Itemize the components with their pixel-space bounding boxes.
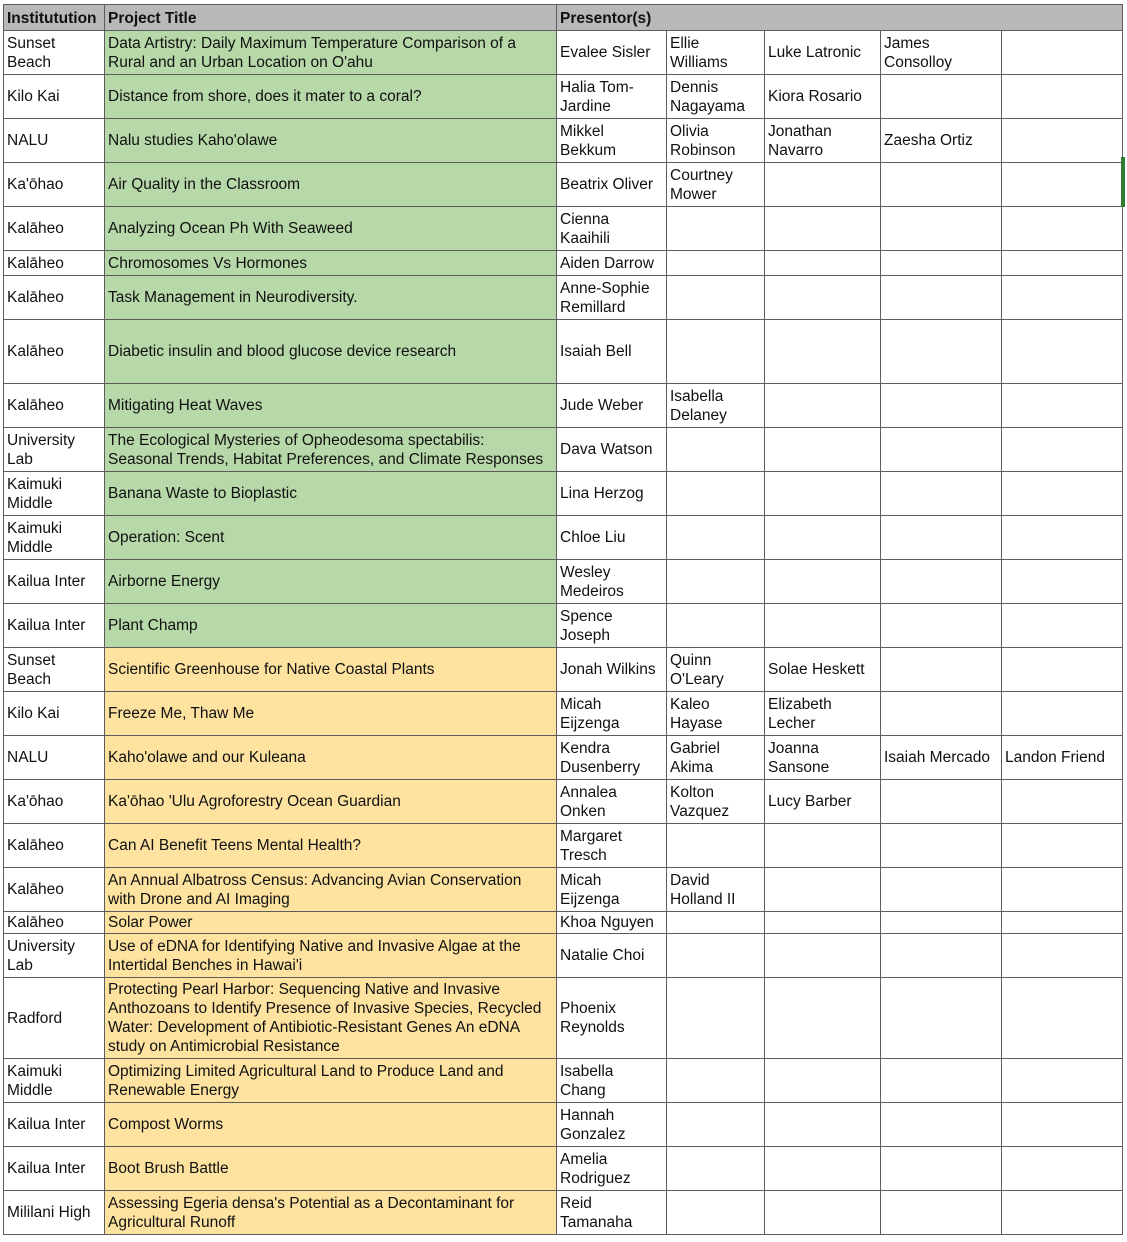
project-title-cell[interactable]: Distance from shore, does it mater to a coral?: [105, 75, 557, 119]
presenter-cell[interactable]: [881, 516, 1002, 560]
header-row: [4, 5, 1123, 31]
presenter-cell[interactable]: [765, 516, 881, 560]
presenter-cell[interactable]: Solae Heskett: [765, 648, 881, 692]
presenter-cell[interactable]: [1002, 75, 1123, 119]
presenter-cell[interactable]: [881, 604, 1002, 648]
spreadsheet-table: [3, 4, 1123, 1235]
presenter-cell[interactable]: [765, 472, 881, 516]
project-title-cell[interactable]: Can AI Benefit Teens Mental Health?: [105, 824, 557, 868]
table-row: [4, 912, 1123, 934]
table-row: [4, 780, 1123, 824]
project-title-cell[interactable]: Protecting Pearl Harbor: Sequencing Native and Invasive Anthozoans to Identify Presence of Invasive Species, Recycled Water: Development of Antibiotic-Resistant Genes An eDNA study on Antimicrobial Resistance: [105, 978, 557, 1059]
project-title-cell[interactable]: Kaho'olawe and our Kuleana: [105, 736, 557, 780]
presenter-cell[interactable]: Elizabeth Lecher: [765, 692, 881, 736]
presenter-cell[interactable]: Kolton Vazquez: [667, 780, 765, 824]
institution-cell[interactable]: Kilo Kai: [4, 692, 105, 736]
presenter-cell[interactable]: [667, 824, 765, 868]
institution-cell[interactable]: NALU: [4, 119, 105, 163]
presenter-cell[interactable]: [1002, 276, 1123, 320]
presenter-cell[interactable]: Luke Latronic: [765, 31, 881, 75]
table-row: [4, 428, 1123, 472]
project-title-cell[interactable]: Solar Power: [105, 912, 557, 934]
presenter-cell[interactable]: Isabella Chang: [557, 1059, 667, 1103]
presenter-cell[interactable]: Evalee Sisler: [557, 31, 667, 75]
table-row: [4, 934, 1123, 978]
institution-cell[interactable]: Kalāheo: [4, 251, 105, 276]
presenter-cell[interactable]: [1002, 320, 1123, 384]
presenter-cell[interactable]: Jonathan Navarro: [765, 119, 881, 163]
presenter-cell[interactable]: [1002, 119, 1123, 163]
institution-cell[interactable]: Kalāheo: [4, 320, 105, 384]
table-row: [4, 276, 1123, 320]
presenter-cell[interactable]: [1002, 868, 1123, 912]
presenter-cell[interactable]: [881, 692, 1002, 736]
presenter-cell[interactable]: [1002, 692, 1123, 736]
presenter-cell[interactable]: [667, 912, 765, 934]
institution-cell[interactable]: Kalāheo: [4, 912, 105, 934]
presenter-cell[interactable]: [881, 824, 1002, 868]
presenter-cell[interactable]: Cienna Kaaihili: [557, 207, 667, 251]
project-title-cell[interactable]: Ka'ōhao 'Ulu Agroforestry Ocean Guardian: [105, 780, 557, 824]
presenter-cell[interactable]: Jonah Wilkins: [557, 648, 667, 692]
presenter-cell[interactable]: [667, 1191, 765, 1235]
presenter-cell[interactable]: [765, 251, 881, 276]
presenter-cell[interactable]: [881, 1059, 1002, 1103]
presenter-cell[interactable]: [765, 163, 881, 207]
presenter-cell[interactable]: [667, 516, 765, 560]
presenter-cell[interactable]: Amelia Rodriguez: [557, 1147, 667, 1191]
table-row: [4, 31, 1123, 75]
institution-cell[interactable]: Ka'ōhao: [4, 163, 105, 207]
presenter-cell[interactable]: Hannah Gonzalez: [557, 1103, 667, 1147]
presenter-cell[interactable]: [1002, 604, 1123, 648]
presenter-cell[interactable]: [765, 428, 881, 472]
presenter-cell[interactable]: [1002, 648, 1123, 692]
project-title-cell[interactable]: Scientific Greenhouse for Native Coastal Plants: [105, 648, 557, 692]
presenter-cell[interactable]: [881, 868, 1002, 912]
presenter-cell[interactable]: [881, 207, 1002, 251]
institution-cell[interactable]: Sunset Beach: [4, 648, 105, 692]
presenter-cell[interactable]: James Consolloy: [881, 31, 1002, 75]
project-title-cell[interactable]: An Annual Albatross Census: Advancing Avian Conservation with Drone and AI Imaging: [105, 868, 557, 912]
presenter-cell[interactable]: [667, 320, 765, 384]
presenter-cell[interactable]: Khoa Nguyen: [557, 912, 667, 934]
institution-cell[interactable]: University Lab: [4, 934, 105, 978]
presenter-cell[interactable]: [667, 251, 765, 276]
table-row: [4, 1147, 1123, 1191]
presenter-cell[interactable]: [881, 648, 1002, 692]
project-title-cell[interactable]: Freeze Me, Thaw Me: [105, 692, 557, 736]
presenter-cell[interactable]: Lina Herzog: [557, 472, 667, 516]
table-row: [4, 1191, 1123, 1235]
presenter-cell[interactable]: [1002, 780, 1123, 824]
table-row: [4, 1059, 1123, 1103]
presenter-cell[interactable]: [765, 276, 881, 320]
presenter-cell[interactable]: Isaiah Bell: [557, 320, 667, 384]
project-title-cell[interactable]: Boot Brush Battle: [105, 1147, 557, 1191]
project-title-cell[interactable]: Air Quality in the Classroom: [105, 163, 557, 207]
presenter-cell[interactable]: Gabriel Akima: [667, 736, 765, 780]
presenter-cell[interactable]: [765, 560, 881, 604]
institution-cell[interactable]: Kalāheo: [4, 276, 105, 320]
institution-cell[interactable]: Kalāheo: [4, 868, 105, 912]
header-institution[interactable]: Institutution: [4, 5, 105, 31]
institution-cell[interactable]: Kilo Kai: [4, 75, 105, 119]
table-row: [4, 1103, 1123, 1147]
presenter-cell[interactable]: Annalea Onken: [557, 780, 667, 824]
institution-cell[interactable]: Ka'ōhao: [4, 780, 105, 824]
project-title-cell[interactable]: Nalu studies Kaho'olawe: [105, 119, 557, 163]
institution-cell[interactable]: Radford: [4, 978, 105, 1059]
header-presenters[interactable]: Presentor(s): [557, 5, 1123, 31]
presenter-cell[interactable]: Landon Friend: [1002, 736, 1123, 780]
presenter-cell[interactable]: Anne-Sophie Remillard: [557, 276, 667, 320]
table-row: [4, 320, 1123, 384]
presenter-cell[interactable]: [881, 560, 1002, 604]
presenter-cell[interactable]: [667, 1103, 765, 1147]
institution-cell[interactable]: Kailua Inter: [4, 604, 105, 648]
presenter-cell[interactable]: [1002, 384, 1123, 428]
project-title-cell[interactable]: Use of eDNA for Identifying Native and Invasive Algae at the Intertidal Benches in Hawai'i: [105, 934, 557, 978]
presenter-cell[interactable]: [765, 604, 881, 648]
table-row: [4, 560, 1123, 604]
institution-cell[interactable]: Sunset Beach: [4, 31, 105, 75]
presenter-cell[interactable]: Kaleo Hayase: [667, 692, 765, 736]
presenter-cell[interactable]: Micah Eijzenga: [557, 868, 667, 912]
table-row: [4, 119, 1123, 163]
project-title-cell[interactable]: Plant Champ: [105, 604, 557, 648]
presenter-cell[interactable]: [1002, 31, 1123, 75]
presenter-cell[interactable]: [1002, 516, 1123, 560]
presenter-cell[interactable]: Ellie Williams: [667, 31, 765, 75]
project-title-cell[interactable]: Compost Worms: [105, 1103, 557, 1147]
presenter-cell[interactable]: [1002, 472, 1123, 516]
presenter-cell[interactable]: [881, 428, 1002, 472]
presenter-cell[interactable]: Halia Tom-Jardine: [557, 75, 667, 119]
presenter-cell[interactable]: [667, 978, 765, 1059]
presenter-cell[interactable]: [667, 276, 765, 320]
presenter-cell[interactable]: Mikkel Bekkum: [557, 119, 667, 163]
table-row: [4, 604, 1123, 648]
presenter-cell[interactable]: Beatrix Oliver: [557, 163, 667, 207]
presenter-cell[interactable]: [881, 320, 1002, 384]
project-title-cell[interactable]: Task Management in Neurodiversity.: [105, 276, 557, 320]
presenter-cell[interactable]: [765, 868, 881, 912]
presenter-cell[interactable]: Isaiah Mercado: [881, 736, 1002, 780]
table-row: [4, 978, 1123, 1059]
institution-cell[interactable]: Kailua Inter: [4, 1103, 105, 1147]
presenter-cell[interactable]: [667, 207, 765, 251]
table-row: [4, 472, 1123, 516]
presenter-cell[interactable]: Zaesha Ortiz: [881, 119, 1002, 163]
presenter-cell[interactable]: [1002, 560, 1123, 604]
table-row: [4, 824, 1123, 868]
presenter-cell[interactable]: [667, 934, 765, 978]
presenter-cell[interactable]: [765, 824, 881, 868]
institution-cell[interactable]: University Lab: [4, 428, 105, 472]
presenter-cell[interactable]: Kiora Rosario: [765, 75, 881, 119]
table-row: [4, 692, 1123, 736]
header-project-title[interactable]: Project Title: [105, 5, 557, 31]
table-row: [4, 75, 1123, 119]
presenter-cell[interactable]: [1002, 1147, 1123, 1191]
presenter-cell[interactable]: [765, 978, 881, 1059]
presenter-cell[interactable]: [765, 934, 881, 978]
presenter-cell[interactable]: [881, 163, 1002, 207]
presenter-cell[interactable]: Spence Joseph: [557, 604, 667, 648]
presenter-cell[interactable]: [881, 912, 1002, 934]
presenter-cell[interactable]: [1002, 824, 1123, 868]
presenter-cell[interactable]: [667, 604, 765, 648]
presenter-cell[interactable]: Aiden Darrow: [557, 251, 667, 276]
presenter-cell[interactable]: Dennis Nagayama: [667, 75, 765, 119]
project-title-cell[interactable]: Assessing Egeria densa's Potential as a Decontaminant for Agricultural Runoff: [105, 1191, 557, 1235]
table-row: [4, 516, 1123, 560]
institution-cell[interactable]: Kailua Inter: [4, 560, 105, 604]
presenter-cell[interactable]: [881, 1147, 1002, 1191]
project-title-cell[interactable]: Banana Waste to Bioplastic: [105, 472, 557, 516]
presenter-cell[interactable]: [765, 1059, 881, 1103]
presenter-cell[interactable]: [667, 472, 765, 516]
presenter-cell[interactable]: [881, 1103, 1002, 1147]
institution-cell[interactable]: NALU: [4, 736, 105, 780]
presenter-cell[interactable]: [1002, 428, 1123, 472]
project-title-cell[interactable]: Analyzing Ocean Ph With Seaweed: [105, 207, 557, 251]
presenter-cell[interactable]: Olivia Robinson: [667, 119, 765, 163]
presenter-cell[interactable]: [667, 428, 765, 472]
presenter-cell[interactable]: [1002, 934, 1123, 978]
institution-cell[interactable]: Kailua Inter: [4, 1147, 105, 1191]
presenter-cell[interactable]: [1002, 207, 1123, 251]
presenter-cell[interactable]: Margaret Tresch: [557, 824, 667, 868]
presenter-cell[interactable]: [881, 780, 1002, 824]
presenter-cell[interactable]: [881, 276, 1002, 320]
presenter-cell[interactable]: Courtney Mower: [667, 163, 765, 207]
presenter-cell[interactable]: Joanna Sansone: [765, 736, 881, 780]
project-title-cell[interactable]: Chromosomes Vs Hormones: [105, 251, 557, 276]
presenter-cell[interactable]: Jude Weber: [557, 384, 667, 428]
institution-cell[interactable]: Kalāheo: [4, 824, 105, 868]
table-row: [4, 736, 1123, 780]
presenter-cell[interactable]: [881, 978, 1002, 1059]
presenter-cell[interactable]: [1002, 978, 1123, 1059]
presenter-cell[interactable]: Micah Eijzenga: [557, 692, 667, 736]
presenter-cell[interactable]: Dava Watson: [557, 428, 667, 472]
project-title-cell[interactable]: Airborne Energy: [105, 560, 557, 604]
presenter-cell[interactable]: David Holland II: [667, 868, 765, 912]
presenter-cell[interactable]: [881, 251, 1002, 276]
table-row: [4, 251, 1123, 276]
institution-cell[interactable]: Mililani High: [4, 1191, 105, 1235]
table-row: [4, 207, 1123, 251]
table-row: [4, 163, 1123, 207]
table-body: [4, 31, 1123, 1235]
presenter-cell[interactable]: Reid Tamanaha: [557, 1191, 667, 1235]
institution-cell[interactable]: Kaimuki Middle: [4, 516, 105, 560]
presenter-cell[interactable]: [765, 207, 881, 251]
presenter-cell[interactable]: [1002, 912, 1123, 934]
presenter-cell[interactable]: [765, 1191, 881, 1235]
presenter-cell[interactable]: [765, 1147, 881, 1191]
project-title-cell[interactable]: Operation: Scent: [105, 516, 557, 560]
project-title-cell[interactable]: Mitigating Heat Waves: [105, 384, 557, 428]
presenter-cell[interactable]: Lucy Barber: [765, 780, 881, 824]
presenter-cell[interactable]: Kendra Dusenberry: [557, 736, 667, 780]
presenter-cell[interactable]: Wesley Medeiros: [557, 560, 667, 604]
presenter-cell[interactable]: [765, 384, 881, 428]
presenter-cell[interactable]: [765, 320, 881, 384]
table-row: [4, 648, 1123, 692]
selection-indicator: [1121, 157, 1125, 207]
presenter-cell[interactable]: [1002, 251, 1123, 276]
project-title-cell[interactable]: The Ecological Mysteries of Opheodesoma spectabilis: Seasonal Trends, Habitat Preferences, and Climate Responses: [105, 428, 557, 472]
presenter-cell[interactable]: Phoenix Reynolds: [557, 978, 667, 1059]
presenter-cell[interactable]: Chloe Liu: [557, 516, 667, 560]
presenter-cell[interactable]: [765, 912, 881, 934]
table-row: [4, 868, 1123, 912]
presenter-cell[interactable]: [1002, 1191, 1123, 1235]
institution-cell[interactable]: Kalāheo: [4, 384, 105, 428]
presenter-cell[interactable]: Natalie Choi: [557, 934, 667, 978]
presenter-cell[interactable]: [881, 75, 1002, 119]
presenter-cell[interactable]: Quinn O'Leary: [667, 648, 765, 692]
presenter-cell[interactable]: [881, 934, 1002, 978]
institution-cell[interactable]: Kaimuki Middle: [4, 472, 105, 516]
presenter-cell[interactable]: [667, 1147, 765, 1191]
presenter-cell[interactable]: [667, 1059, 765, 1103]
project-title-cell[interactable]: Optimizing Limited Agricultural Land to Produce Land and Renewable Energy: [105, 1059, 557, 1103]
presenter-cell[interactable]: [667, 560, 765, 604]
institution-cell[interactable]: Kalāheo: [4, 207, 105, 251]
presenter-cell[interactable]: [1002, 1059, 1123, 1103]
presenter-cell[interactable]: [1002, 163, 1123, 207]
project-title-cell[interactable]: Data Artistry: Daily Maximum Temperature Comparison of a Rural and an Urban Location on O'ahu: [105, 31, 557, 75]
presenter-cell[interactable]: [881, 384, 1002, 428]
presenter-cell[interactable]: Isabella Delaney: [667, 384, 765, 428]
institution-cell[interactable]: Kaimuki Middle: [4, 1059, 105, 1103]
presenter-cell[interactable]: [881, 472, 1002, 516]
presenter-cell[interactable]: [1002, 1103, 1123, 1147]
presenter-cell[interactable]: [881, 1191, 1002, 1235]
table-row: [4, 384, 1123, 428]
project-title-cell[interactable]: Diabetic insulin and blood glucose device research: [105, 320, 557, 384]
presenter-cell[interactable]: [765, 1103, 881, 1147]
